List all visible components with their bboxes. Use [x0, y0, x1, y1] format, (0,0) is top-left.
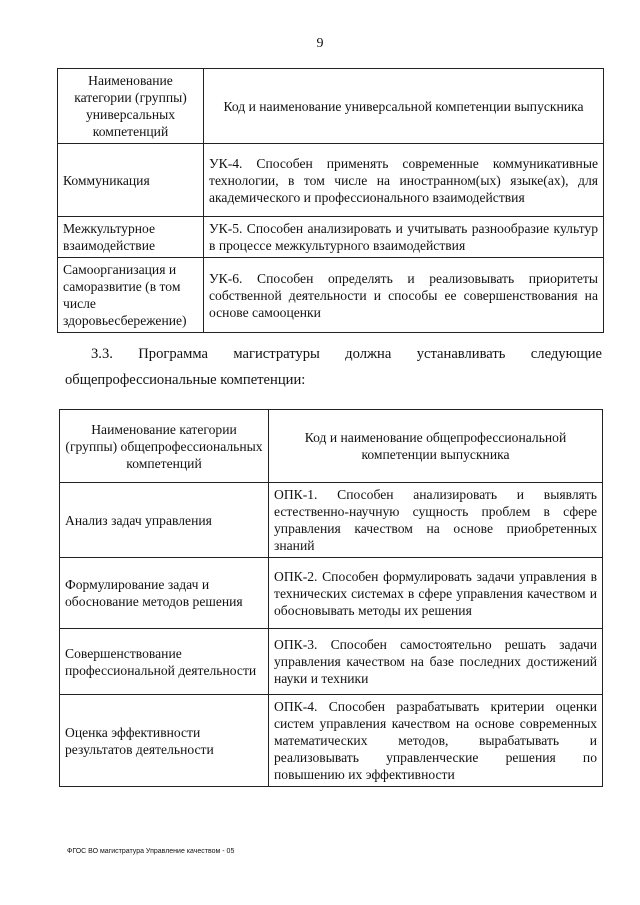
competence-cell: УК-4. Способен применять современные коммуникативные технологии, в том числе на иностранном(ых) языке(ах), для академического и профессионального взаимодействия [204, 144, 604, 217]
category-cell: Анализ задач управления [60, 483, 269, 558]
table-row [58, 217, 604, 258]
section-paragraph: 3.3. Программа магистратуры должна устанавливать следующие общепрофессиональные компетенции: [65, 346, 602, 388]
universal-competencies-table [57, 68, 604, 333]
category-cell: Коммуникация [58, 144, 204, 217]
table-header-code: Код и наименование универсальной компетенции выпускника [204, 69, 604, 144]
document-footer: ФГОС ВО магистратура Управление качеством - 05 [67, 848, 235, 855]
table-row [58, 258, 604, 333]
table-row [60, 695, 603, 787]
category-cell: Формулирование задач и обоснование методов решения [60, 558, 269, 629]
competence-cell: ОПК-4. Способен разрабатывать критерии оценки систем управления качеством на основе современных математических методов, вырабатывать и реализовывать управленческие решения по повышению их эффективности [269, 695, 603, 787]
competence-cell: ОПК-2. Способен формулировать задачи управления в технических системах в сфере управления качеством и обосновывать методы их решения [269, 558, 603, 629]
category-cell: Межкультурное взаимодействие [58, 217, 204, 258]
table-header-category: Наименование категории (группы) универсальных компетенций [58, 69, 204, 144]
table-row [60, 629, 603, 695]
category-cell: Самоорганизация и саморазвитие (в том числе здоровьесбережение) [58, 258, 204, 333]
table-row [58, 144, 604, 217]
competence-cell: УК-5. Способен анализировать и учитывать разнообразие культур в процессе межкультурного взаимодействия [204, 217, 604, 258]
page-number: 9 [316, 36, 324, 51]
competence-cell: ОПК-3. Способен самостоятельно решать задачи управления качеством на базе последних достижений науки и техники [269, 629, 603, 695]
table-row [60, 558, 603, 629]
table-header-row [60, 410, 603, 483]
general-professional-competencies-table [59, 409, 603, 787]
category-cell: Совершенствование профессиональной деятельности [60, 629, 269, 695]
table-header-category: Наименование категории (группы) общепрофессиональных компетенций [60, 410, 269, 483]
category-cell: Оценка эффективности результатов деятельности [60, 695, 269, 787]
table-header-row [58, 69, 604, 144]
table-header-code: Код и наименование общепрофессиональной компетенции выпускника [269, 410, 603, 483]
competence-cell: ОПК-1. Способен анализировать и выявлять естественно-научную сущность проблем в сфере управления качеством на основе приобретенных знаний [269, 483, 603, 558]
competence-cell: УК-6. Способен определять и реализовывать приоритеты собственной деятельности и способы ее совершенствования на основе самооценки [204, 258, 604, 333]
table-row [60, 483, 603, 558]
